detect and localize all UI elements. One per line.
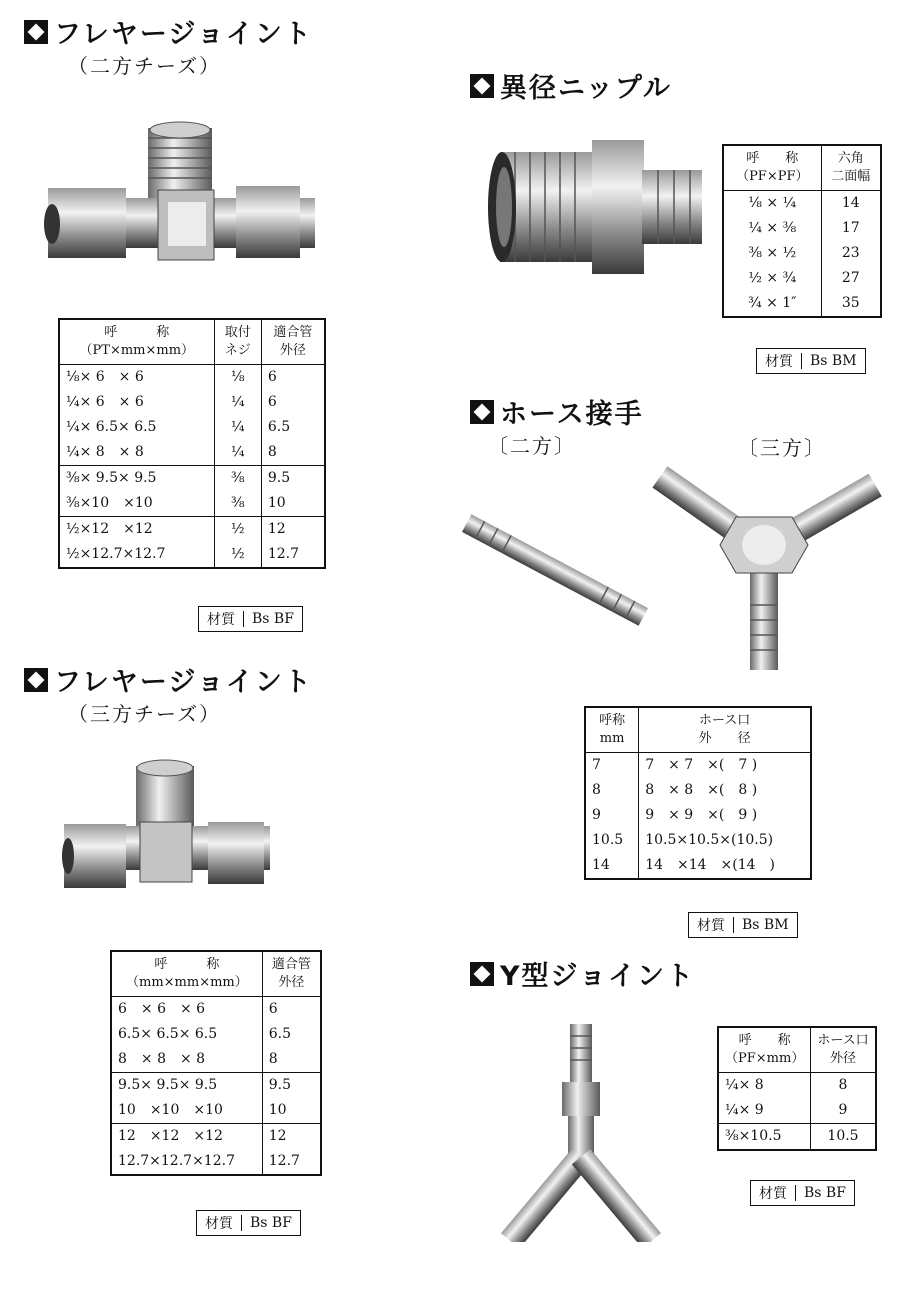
column-header: 適合管 外径 — [261, 319, 325, 365]
diamond-bullet-icon — [470, 74, 494, 98]
section-title-flare-tee2 — [24, 12, 313, 51]
table-cell: 6 — [261, 390, 325, 415]
flare-tee3-subtitle: （三方チーズ） — [68, 702, 221, 726]
section-title-yjoint — [470, 954, 695, 993]
table-cell: ¼ × ⅜ — [748, 220, 797, 236]
table-cell: 27 — [821, 266, 881, 291]
column-header: 呼 称 （mm×mm×mm） — [111, 951, 262, 997]
table-row — [585, 778, 811, 803]
table-cell: 12 — [262, 1124, 321, 1150]
table-row — [59, 365, 325, 391]
table-cell: ¾ × 1″ — [748, 295, 797, 311]
table-cell: ¼× 6.5× 6.5 — [66, 419, 157, 435]
table-cell: 8 — [592, 782, 601, 798]
table-row — [723, 266, 881, 291]
material-value: Bs BF — [243, 611, 302, 627]
table-cell: 10 — [262, 1098, 321, 1124]
table-row — [585, 853, 811, 879]
table-cell: ¼ — [214, 390, 261, 415]
table-cell: 6.5 — [262, 1022, 321, 1047]
nipple-title: 異径ニップル — [500, 73, 672, 104]
flare-tee2-material — [198, 606, 303, 632]
column-header: 呼 称 （PF×mm） — [718, 1027, 811, 1073]
yjoint-photo — [488, 1022, 678, 1242]
material-label: 材質 — [697, 918, 725, 934]
material-value: Bs BM — [733, 917, 797, 933]
table-cell: 8 — [261, 440, 325, 466]
material-label: 材質 — [207, 612, 235, 628]
column-header: ホース口 外径 — [811, 1027, 876, 1073]
table-header — [723, 145, 881, 191]
table-cell: ¼× 8 × 8 — [66, 444, 144, 460]
table-cell: 9 — [592, 807, 601, 823]
table-row — [111, 1124, 321, 1150]
table-cell: ½ × ¾ — [748, 270, 797, 286]
section-title-hose — [470, 392, 644, 431]
table-row — [718, 1073, 876, 1099]
hose-material — [688, 912, 798, 938]
table-row — [59, 415, 325, 440]
table-cell: 10.5×10.5×(10.5) — [639, 828, 811, 853]
table-row — [59, 517, 325, 543]
table-header — [59, 319, 325, 365]
table-cell: ⅜ — [214, 491, 261, 517]
yjoint-table — [717, 1026, 877, 1151]
table-cell: 9 — [811, 1098, 876, 1124]
table-header — [111, 951, 321, 997]
table-cell: 8 — [262, 1047, 321, 1073]
table-cell: ½×12 ×12 — [59, 517, 214, 543]
table-cell: ⅛ × ¼ — [748, 195, 797, 211]
table-cell: 14 — [821, 191, 881, 217]
table-cell: 8 — [811, 1073, 876, 1099]
table-row — [111, 1098, 321, 1124]
table-cell: 35 — [821, 291, 881, 317]
table-row — [723, 216, 881, 241]
table-cell: 12 ×12 ×12 — [111, 1124, 262, 1150]
table-row — [585, 803, 811, 828]
material-label: 材質 — [205, 1216, 233, 1232]
material-label: 材質 — [759, 1186, 787, 1202]
column-header: 適合管 外径 — [262, 951, 321, 997]
nipple-photo — [480, 132, 710, 282]
flare-tee2-photo — [40, 118, 340, 273]
column-header: ホース口 外 径 — [639, 707, 811, 753]
table-row — [585, 753, 811, 779]
table-cell: 23 — [821, 241, 881, 266]
material-value: Bs BF — [795, 1185, 854, 1201]
table-cell: 12 — [261, 517, 325, 543]
section-title-nipple — [470, 66, 672, 105]
column-header: 六角 二面幅 — [821, 145, 881, 191]
table-row — [111, 997, 321, 1023]
table-cell: ¼ — [214, 415, 261, 440]
table-cell: ⅜ — [214, 466, 261, 492]
diamond-bullet-icon — [470, 962, 494, 986]
table-cell: 9.5 — [261, 466, 325, 492]
table-cell: 6 — [262, 997, 321, 1023]
nipple-material — [756, 348, 866, 374]
column-header: 取付 ネジ — [214, 319, 261, 365]
hose-label-two: 〔二方〕 — [488, 434, 576, 458]
hose-two-photo — [455, 505, 655, 635]
yjoint-title: Y型ジョイント — [500, 961, 696, 992]
table-row — [718, 1098, 876, 1124]
table-row — [111, 1022, 321, 1047]
diamond-bullet-icon — [470, 400, 494, 424]
table-cell: 9.5 — [262, 1073, 321, 1099]
diamond-bullet-icon — [24, 668, 48, 692]
table-cell: 8 × 8 × 8 — [118, 1051, 206, 1067]
table-cell: ⅛ — [214, 365, 261, 391]
table-cell: 7 — [592, 757, 601, 773]
column-header: 呼称 mm — [585, 707, 639, 753]
table-cell: 14 — [592, 857, 610, 873]
table-cell: 14 ×14 ×(14 ) — [639, 853, 811, 879]
flare-tee3-table — [110, 950, 322, 1176]
table-row — [59, 491, 325, 517]
material-label: 材質 — [765, 354, 793, 370]
table-cell: 10.5 — [592, 832, 624, 848]
table-row — [111, 1073, 321, 1099]
table-cell: ½×12.7×12.7 — [66, 546, 166, 562]
section-title-flare-tee3 — [24, 660, 313, 699]
flare-tee2-title: フレヤージョイント — [54, 19, 313, 50]
table-row — [723, 191, 881, 217]
table-cell: 12.7 — [262, 1149, 321, 1175]
table-cell: ⅜ × ½ — [748, 245, 797, 261]
table-row — [111, 1149, 321, 1175]
flare-tee3-photo — [60, 758, 280, 898]
table-cell: 12.7 — [261, 542, 325, 568]
yjoint-material — [750, 1180, 855, 1206]
diamond-bullet-icon — [24, 20, 48, 44]
table-cell: ¼× 8 — [725, 1077, 764, 1093]
flare-tee3-title: フレヤージョイント — [54, 667, 313, 698]
table-row — [59, 542, 325, 568]
table-cell: ¼× 9 — [725, 1102, 764, 1118]
table-cell: 6.5 — [261, 415, 325, 440]
table-cell: 9 × 9 ×( 9 ) — [639, 803, 811, 828]
table-cell: ⅜×10.5 — [718, 1124, 811, 1151]
table-row — [585, 828, 811, 853]
column-header: 呼 称 （PT×mm×mm） — [59, 319, 214, 365]
table-row — [111, 1047, 321, 1073]
material-value: Bs BF — [241, 1215, 300, 1231]
table-cell: 7 × 7 ×( 7 ) — [639, 753, 811, 779]
flare-tee3-material — [196, 1210, 301, 1236]
table-row — [59, 390, 325, 415]
table-cell: ⅜×10 ×10 — [66, 495, 153, 511]
table-cell: 6.5× 6.5× 6.5 — [118, 1026, 218, 1042]
table-header — [718, 1027, 876, 1073]
flare-tee2-subtitle: （二方チーズ） — [68, 54, 221, 78]
material-value: Bs BM — [801, 353, 865, 369]
table-cell: 8 × 8 ×( 8 ) — [639, 778, 811, 803]
table-cell: ⅜× 9.5× 9.5 — [59, 466, 214, 492]
table-cell: 6 — [261, 365, 325, 391]
hose-table — [584, 706, 812, 880]
table-cell: ⅛× 6 × 6 — [66, 369, 144, 385]
table-cell: ¼ — [214, 440, 261, 466]
table-row — [59, 440, 325, 466]
table-cell: 6 × 6 × 6 — [118, 1001, 206, 1017]
table-cell: 12.7×12.7×12.7 — [118, 1153, 235, 1169]
table-cell: 9.5× 9.5× 9.5 — [111, 1073, 262, 1099]
table-cell: ½ — [214, 517, 261, 543]
table-cell: 10.5 — [811, 1124, 876, 1151]
table-row — [59, 466, 325, 492]
table-cell: 10 ×10 ×10 — [118, 1102, 223, 1118]
table-cell: 17 — [821, 216, 881, 241]
nipple-table — [722, 144, 882, 318]
table-header — [585, 707, 811, 753]
hose-title: ホース接手 — [500, 399, 644, 430]
table-row — [718, 1124, 876, 1151]
column-header: 呼 称 （PF×PF） — [723, 145, 821, 191]
hose-three-photo — [640, 465, 895, 680]
table-cell: ¼× 6 × 6 — [66, 394, 144, 410]
table-row — [723, 241, 881, 266]
flare-tee2-table — [58, 318, 326, 569]
hose-label-three: 〔三方〕 — [738, 436, 826, 460]
table-cell: 10 — [261, 491, 325, 517]
table-cell: ½ — [214, 542, 261, 568]
table-row — [723, 291, 881, 317]
